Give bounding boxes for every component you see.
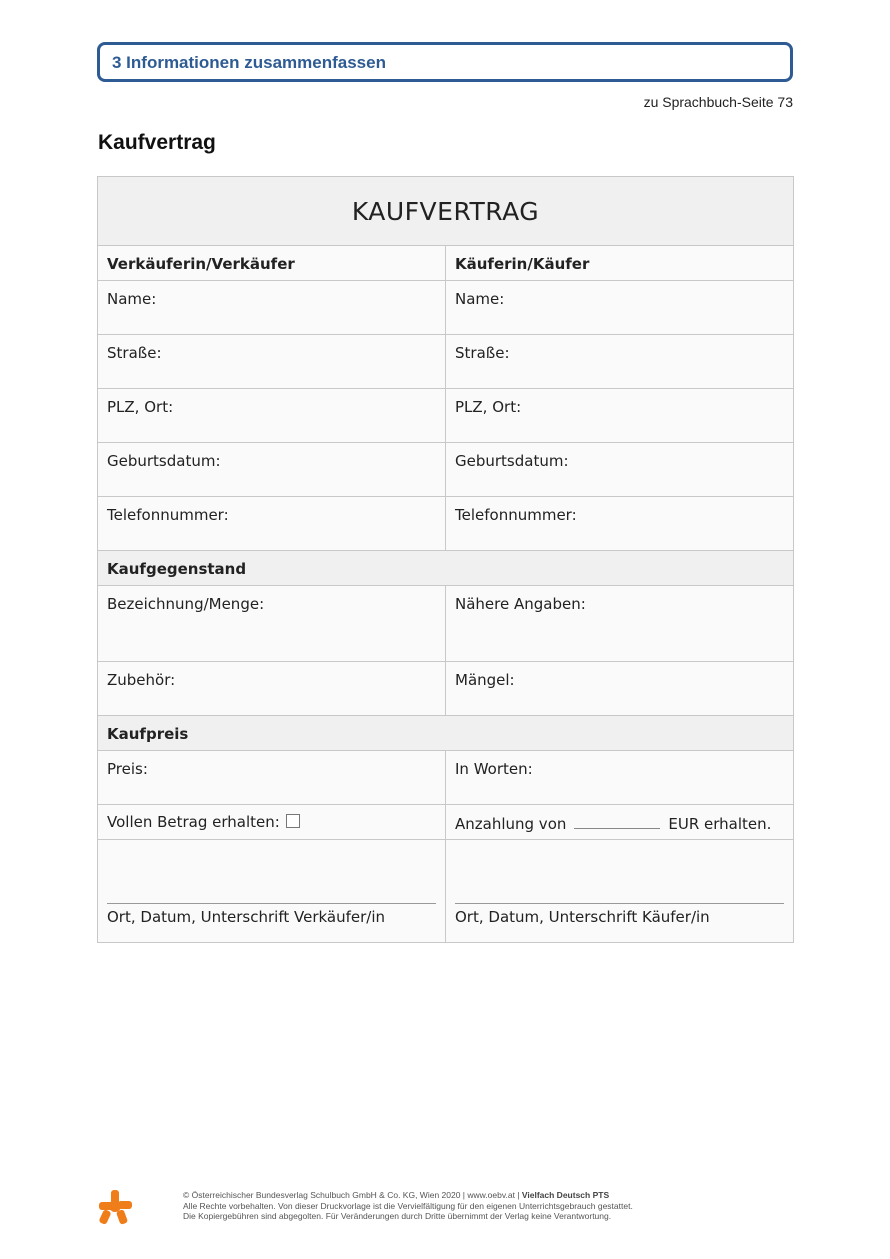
chapter-header-box <box>97 42 793 82</box>
field-label: Bezeichnung/Menge: <box>107 595 265 613</box>
document-title: Kaufvertrag <box>98 131 216 154</box>
item-section-title: Kaufgegenstand <box>107 560 247 578</box>
street-row <box>98 335 793 389</box>
field-label: PLZ, Ort: <box>455 398 522 416</box>
buyer-phone-field[interactable] <box>446 497 793 550</box>
field-label: Straße: <box>455 344 510 362</box>
chapter-title: 3 Informationen zusammenfassen <box>112 53 386 72</box>
field-label: Name: <box>455 290 505 308</box>
seller-birthdate-field[interactable] <box>98 443 446 496</box>
signature-line <box>107 903 436 904</box>
footer-copyright <box>183 1190 633 1222</box>
field-label: Straße: <box>107 344 162 362</box>
deposit-amount-blank[interactable] <box>574 816 660 829</box>
accessories-row <box>98 662 793 716</box>
birthdate-row <box>98 443 793 497</box>
field-label: Zubehör: <box>107 671 176 689</box>
page-reference: zu Sprachbuch-Seite 73 <box>643 94 793 110</box>
buyer-signature-label: Ort, Datum, Unterschrift Käufer/in <box>455 908 710 926</box>
accessories-field[interactable] <box>98 662 446 715</box>
price-section-title: Kaufpreis <box>107 725 189 743</box>
seller-phone-field[interactable] <box>98 497 446 550</box>
field-label: Geburtsdatum: <box>455 452 569 470</box>
form-title: KAUFVERTRAG <box>351 197 540 226</box>
seller-zip-city-field[interactable] <box>98 389 446 442</box>
buyer-birthdate-field[interactable] <box>446 443 793 496</box>
item-section-row <box>98 551 793 586</box>
field-label: Geburtsdatum: <box>107 452 221 470</box>
party-header-row <box>98 246 793 281</box>
seller-header: Verkäuferin/Verkäufer <box>107 255 295 273</box>
full-amount-checkbox[interactable] <box>286 814 300 828</box>
field-label: Nähere Angaben: <box>455 595 586 613</box>
buyer-signature-field[interactable] <box>446 840 793 943</box>
seller-signature-field[interactable] <box>98 840 446 943</box>
deposit-label: Anzahlung von EUR erhalten. <box>455 815 772 833</box>
zip-city-row <box>98 389 793 443</box>
defects-field[interactable] <box>446 662 793 715</box>
item-description-field[interactable] <box>98 586 446 661</box>
price-field[interactable] <box>98 751 446 804</box>
footer-line-3: Die Kopiergebühren sind abgegolten. Für Veränderungen durch Dritte übernimmt der Verlag keine Verantwortung. <box>183 1211 612 1221</box>
item-description-row <box>98 586 793 662</box>
signature-row <box>98 840 793 943</box>
signature-line <box>455 903 784 904</box>
buyer-name-field[interactable] <box>446 281 793 334</box>
purchase-contract-form <box>97 176 794 943</box>
field-label: In Worten: <box>455 760 533 778</box>
buyer-header: Käuferin/Käufer <box>455 255 590 273</box>
footer-product-name: Vielfach Deutsch PTS <box>521 1190 610 1200</box>
field-label: Name: <box>107 290 157 308</box>
seller-signature-label: Ort, Datum, Unterschrift Verkäufer/in <box>107 908 386 926</box>
seller-street-field[interactable] <box>98 335 446 388</box>
field-label: Telefonnummer: <box>107 506 229 524</box>
buyer-street-field[interactable] <box>446 335 793 388</box>
full-amount-label: Vollen Betrag erhalten: <box>107 813 300 831</box>
buyer-zip-city-field[interactable] <box>446 389 793 442</box>
publisher-logo-icon <box>97 1188 133 1226</box>
field-label: Telefonnummer: <box>455 506 577 524</box>
field-label: PLZ, Ort: <box>107 398 174 416</box>
seller-name-field[interactable] <box>98 281 446 334</box>
form-title-row <box>98 177 793 246</box>
payment-row <box>98 805 793 840</box>
footer-line-1: © Österreichischer Bundesverlag Schulbuch GmbH & Co. KG, Wien 2020 | www.oebv.at | <box>183 1190 522 1200</box>
name-row <box>98 281 793 335</box>
footer-line-2: Alle Rechte vorbehalten. Von dieser Druckvorlage ist die Vervielfältigung für den eigenen Unterrichtsgebrauch gestattet. <box>183 1200 633 1211</box>
field-label: Preis: <box>107 760 148 778</box>
price-section-row <box>98 716 793 751</box>
price-in-words-field[interactable] <box>446 751 793 804</box>
field-label: Mängel: <box>455 671 515 689</box>
phone-row <box>98 497 793 551</box>
item-details-field[interactable] <box>446 586 793 661</box>
price-row <box>98 751 793 805</box>
